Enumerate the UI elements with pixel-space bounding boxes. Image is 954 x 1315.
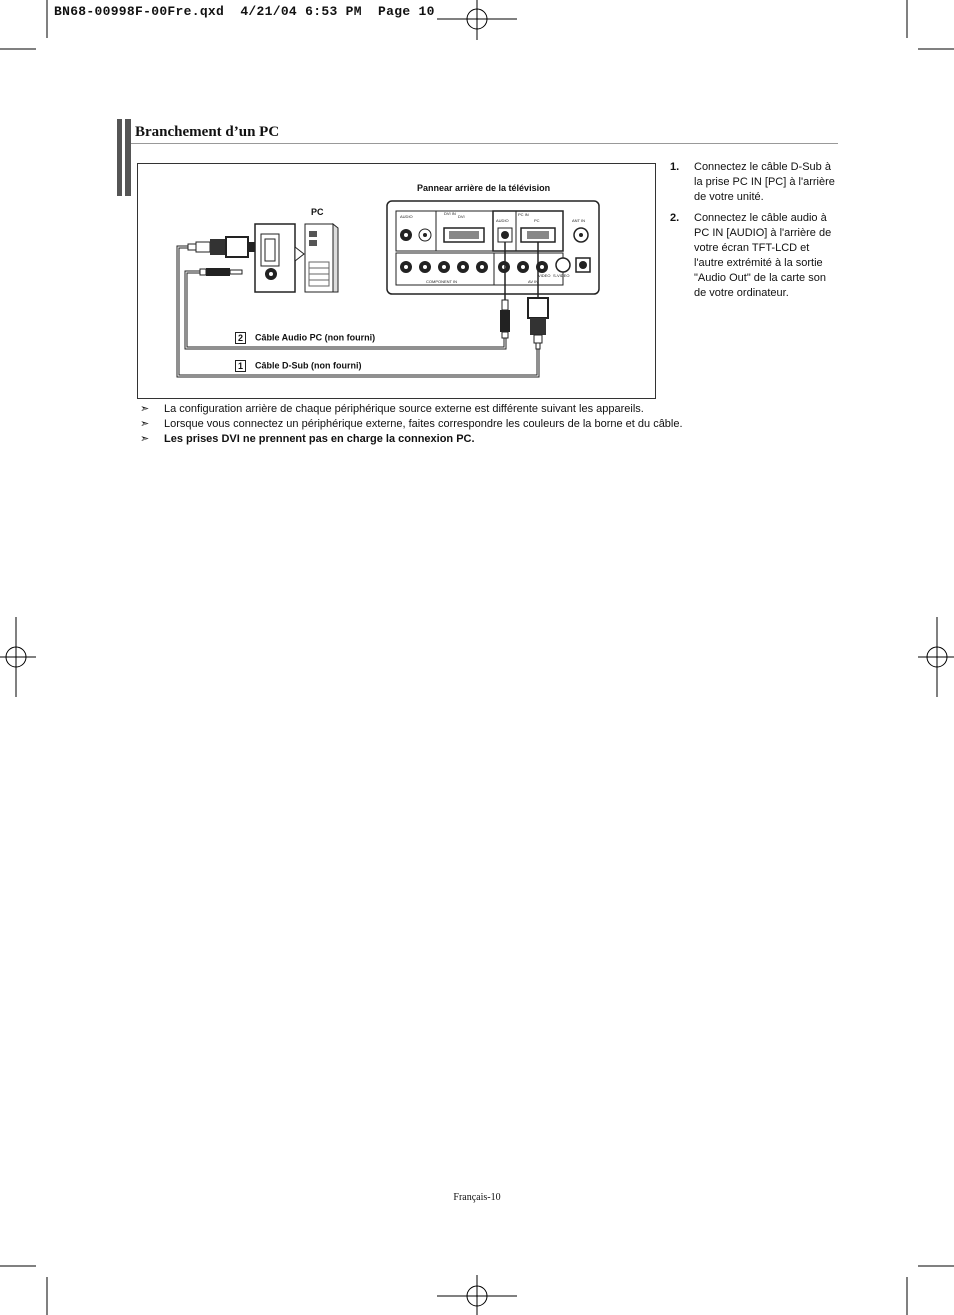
note-arrow-icon: ➣ xyxy=(140,433,150,445)
pc-dsub-plug xyxy=(188,237,255,257)
instruction-steps xyxy=(670,160,840,307)
section-title: Branchement d’un PC xyxy=(135,124,280,140)
note-text: La configuration arrière de chaque périphérique source externe est différente suivant les appareils. xyxy=(164,403,644,415)
step-item xyxy=(670,160,840,205)
cable-audio-number: 2 xyxy=(235,332,246,344)
note-arrow-icon: ➣ xyxy=(140,418,150,430)
panel-text-component-in: COMPONENT IN xyxy=(426,279,458,284)
title-divider xyxy=(131,143,838,144)
note-item xyxy=(140,402,840,417)
tv-rear-panel xyxy=(387,201,599,294)
panel-text-audio-l: AUDIO xyxy=(400,214,413,219)
pc-audio-plug xyxy=(200,268,242,276)
cable-dsub-number: 1 xyxy=(235,360,246,372)
panel-text-pc: PC xyxy=(534,218,540,223)
tv-audio-plug xyxy=(500,300,510,338)
panel-text-video: VIDEO xyxy=(538,273,551,278)
tv-panel-label: Pannear arrière de la télévision xyxy=(417,183,551,193)
notes-list xyxy=(140,402,840,447)
cable-dsub-tag xyxy=(235,360,361,372)
note-text: Les prises DVI ne prennent pas en charge la connexion PC. xyxy=(164,433,475,445)
step-text: Connectez le câble audio à PC IN [AUDIO] à l'arrière de votre écran TFT-LCD et l'autre extrémité à la sortie "Audio Out" de la carte son de votre ordinateur. xyxy=(694,212,832,299)
section-side-bar xyxy=(117,119,131,196)
tv-dsub-plug xyxy=(528,298,548,349)
step-number: 2. xyxy=(670,212,680,224)
note-text: Lorsque vous connectez un périphérique externe, faites correspondre les couleurs de la borne et du câble. xyxy=(164,418,683,430)
panel-text-pc-in: PC IN xyxy=(518,212,529,217)
panel-text-dvi-in: DVI IN xyxy=(444,211,456,216)
note-item xyxy=(140,417,840,432)
step-text: Connectez le câble D-Sub à la prise PC IN [PC] à l'arrière de votre unité. xyxy=(694,161,835,203)
pc-tower xyxy=(295,224,338,292)
connection-diagram xyxy=(137,163,656,399)
panel-text-audio: AUDIO xyxy=(496,218,509,223)
note-item xyxy=(140,432,840,447)
cable-audio-label: Câble Audio PC (non fourni) xyxy=(255,332,376,343)
step-item xyxy=(670,211,840,301)
panel-text-ant-in: ANT IN xyxy=(572,218,586,223)
note-arrow-icon: ➣ xyxy=(140,403,150,415)
pc-label: PC xyxy=(311,207,324,217)
panel-text-svideo: S-VIDEO xyxy=(553,273,570,278)
diagram-drawing xyxy=(138,164,657,400)
panel-text-av-in: AV IN xyxy=(528,279,539,284)
panel-text-dvi: DVI xyxy=(458,214,465,219)
cable-audio-tag xyxy=(235,332,375,344)
print-slug: BN68-00998F-00Fre.qxd 4/21/04 6:53 PM Page 10 xyxy=(54,4,435,19)
step-number: 1. xyxy=(670,161,680,173)
cable-dsub-label: Câble D-Sub (non fourni) xyxy=(255,360,362,371)
page-footer: Français-10 xyxy=(453,1192,501,1203)
pc-connector-plate xyxy=(255,224,295,292)
